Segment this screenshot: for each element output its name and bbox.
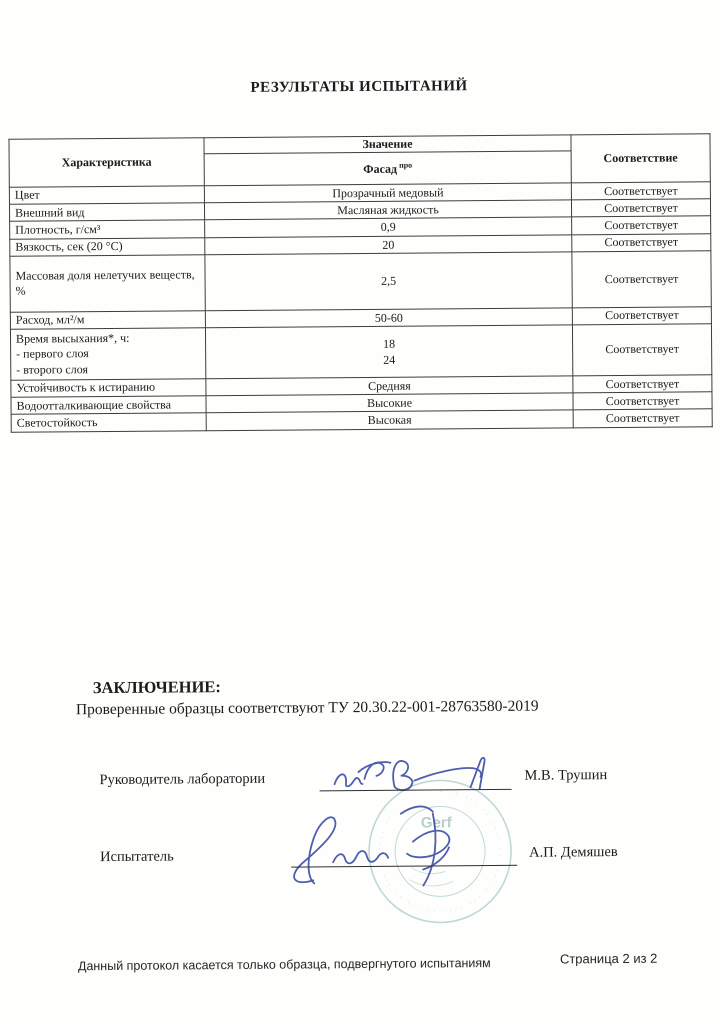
signature-line (291, 865, 517, 868)
stamp-ring-text: · ·· ··· ·· ···· ·· ··· ·· ··· ···· ·· ··· ·· ··· ·· ···· ·· (375, 787, 505, 916)
signature-role-head-of-lab: Руководитель лаборатории (99, 770, 266, 789)
footer-note: Данный протокол касается только образца, подвергнутого испытаниям (77, 956, 491, 974)
row-value-cell: 0,9 (205, 217, 572, 237)
signature-tester (294, 806, 450, 886)
conclusion-heading: ЗАКЛЮЧЕНИЕ: (92, 677, 221, 698)
stamp-center-text: Gerf (420, 814, 452, 832)
row-conformity-cell: Соответствует (572, 307, 711, 325)
conclusion-text: Проверенные образцы соответствуют ТУ 20.30.22-001-28763580-2019 (75, 697, 539, 719)
header-product (204, 151, 571, 186)
header-characteristic: Характеристика (9, 138, 204, 188)
row-conformity-cell: Соответствует (573, 409, 712, 427)
row-value-cell: Прозрачный медовый (204, 183, 571, 203)
ink-layer (250, 726, 556, 942)
row-value-cell: 20 (205, 234, 572, 254)
row-conformity-cell: Соответствует (573, 375, 712, 393)
table-row (10, 251, 711, 313)
page-title: РЕЗУЛЬТАТЫ ИСПЫТАНИЙ (250, 78, 468, 96)
row-conformity-cell: Соответствует (572, 216, 711, 234)
row-conformity-cell: Соответствует (572, 324, 711, 376)
row-value-cell: Высокие (206, 393, 573, 413)
header-value-group: Значение (204, 135, 571, 154)
product-superscript: про (399, 160, 413, 170)
row-value-cell: 2,5 (205, 252, 572, 311)
row-conformity-cell: Соответствует (572, 251, 711, 308)
row-conformity-cell: Соответствует (573, 392, 712, 410)
signature-head-of-lab (334, 758, 484, 791)
stamp-inner-ring (395, 806, 486, 897)
row-value-cell: Высокая (206, 410, 573, 430)
row-name-cell: Цвет (9, 186, 204, 205)
row-value-cell: 18 24 (205, 325, 572, 379)
results-table (8, 133, 712, 432)
table-row (10, 324, 711, 381)
row-name-cell: Плотность, г/см³ (10, 220, 205, 239)
signature-name-tester: А.П. Демяшев (529, 844, 618, 861)
row-name-cell: Время высыхания*, ч: - первого слоя - второго слоя (10, 328, 205, 381)
row-name-cell: Водоотталкивающие свойства (11, 396, 206, 415)
header-conformity: Соответствие (571, 134, 710, 183)
page-indicator: Страница 2 из 2 (559, 950, 658, 967)
product-name: Фасад (363, 161, 398, 176)
stamp (369, 780, 512, 923)
row-conformity-cell: Соответствует (572, 233, 711, 251)
row-name-cell: Светостойкость (11, 413, 206, 432)
row-conformity-cell: Соответствует (571, 182, 710, 200)
row-value-cell: Масляная жидкость (204, 200, 571, 220)
row-conformity-cell: Соответствует (571, 199, 710, 217)
stamp-outer-ring (369, 780, 512, 923)
row-name-cell: Внешний вид (9, 203, 204, 222)
row-name-cell: Вязкость, сек (20 °С) (10, 237, 205, 256)
row-name-cell: Расход, мл²/м (10, 310, 205, 329)
row-value-cell: Средняя (206, 376, 573, 396)
signature-role-tester: Испытатель (100, 848, 174, 866)
signature-name-head-of-lab: М.В. Трушин (524, 767, 608, 784)
row-name-cell: Устойчивость к истиранию (11, 379, 206, 398)
signature-line (320, 789, 512, 792)
row-name-cell: Массовая доля нелетучих веществ, % (10, 254, 205, 312)
row-value-cell: 50-60 (205, 308, 572, 328)
